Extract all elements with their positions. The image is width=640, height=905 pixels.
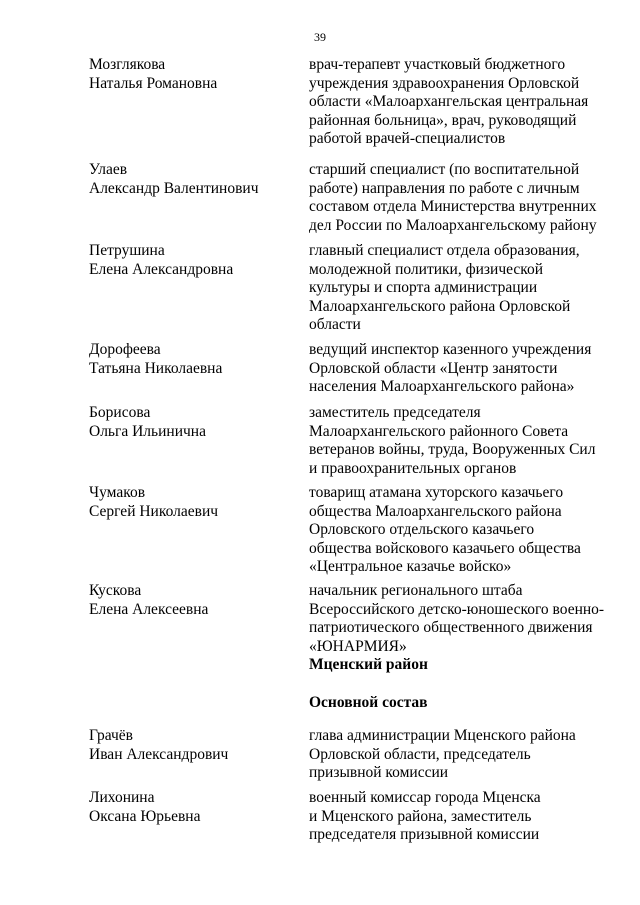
position-line: Орловской области «Центр занятости bbox=[309, 359, 558, 377]
position-line: «ЮНАРМИЯ» bbox=[309, 637, 407, 655]
position-line: общества Малоархангельского района bbox=[309, 502, 562, 520]
position-line: Малоархангельского районного Совета bbox=[309, 422, 569, 440]
member-name bbox=[89, 161, 289, 198]
position-line: Всероссийского детско-юношеского военно- bbox=[309, 600, 605, 618]
district-heading: Мценский район bbox=[309, 656, 428, 673]
given-names: Иван Александрович bbox=[89, 745, 229, 763]
surname: Чумаков bbox=[89, 484, 146, 501]
given-names: Ольга Ильинична bbox=[89, 422, 206, 440]
position-line: составом отдела Министерства внутренних bbox=[309, 198, 597, 215]
position-line: общества войскового казачьего общества bbox=[309, 539, 581, 557]
position-line: области «Малоархангельская центральная bbox=[309, 93, 589, 110]
member-name bbox=[89, 404, 289, 441]
member-position bbox=[309, 341, 609, 397]
composition-heading: Основной состав bbox=[309, 694, 428, 711]
position-line: дел России по Малоархангельскому району bbox=[309, 216, 597, 234]
surname: Кускова bbox=[89, 582, 142, 599]
position-line: ветеранов войны, труда, Вооруженных Сил bbox=[309, 441, 596, 458]
position-line: заместитель председателя bbox=[309, 404, 481, 421]
given-names: Татьяна Николаевна bbox=[89, 359, 223, 377]
member-name bbox=[89, 56, 289, 93]
member-position bbox=[309, 484, 609, 577]
surname: Мозглякова bbox=[89, 56, 166, 73]
given-names: Сергей Николаевич bbox=[89, 502, 219, 520]
member-position bbox=[309, 727, 609, 783]
member-position bbox=[309, 789, 609, 845]
position-line: начальник регионального штаба bbox=[309, 582, 523, 599]
given-names: Елена Александровна bbox=[89, 260, 234, 278]
position-line: учреждения здравоохранения Орловской bbox=[309, 74, 580, 92]
position-line: товарищ атамана хуторского казачьего bbox=[309, 484, 564, 501]
member-position bbox=[309, 242, 609, 335]
position-line: председателя призывной комиссии bbox=[309, 826, 540, 843]
position-line: ведущий инспектор казенного учреждения bbox=[309, 341, 592, 358]
member-name bbox=[89, 582, 289, 619]
page-number: 39 bbox=[314, 30, 326, 44]
given-names: Елена Алексеевна bbox=[89, 600, 209, 618]
surname: Петрушина bbox=[89, 242, 165, 259]
position-line: главный специалист отдела образования, bbox=[309, 242, 580, 259]
position-line: Малоархангельского района Орловской bbox=[309, 297, 571, 315]
member-name bbox=[89, 242, 289, 279]
given-names: Александр Валентинович bbox=[89, 179, 259, 197]
position-line: старший специалист (по воспитательной bbox=[309, 161, 580, 178]
position-line: «Центральное казачье войско» bbox=[309, 558, 512, 575]
member-name bbox=[89, 789, 289, 826]
position-line: работой врачей-специалистов bbox=[309, 130, 506, 147]
position-line: призывной комиссии bbox=[309, 764, 449, 781]
position-line: патриотического общественного движения bbox=[309, 619, 593, 636]
member-name bbox=[89, 484, 289, 521]
member-position bbox=[309, 582, 609, 656]
position-line: культуры и спорта администрации bbox=[309, 279, 538, 296]
member-position bbox=[309, 404, 609, 478]
surname: Лихонина bbox=[89, 789, 155, 806]
surname: Дорофеева bbox=[89, 341, 161, 358]
position-line: Орловского отдельского казачьего bbox=[309, 521, 535, 538]
position-line: области bbox=[309, 316, 361, 333]
position-line: молодежной политики, физической bbox=[309, 260, 544, 278]
surname: Грачёв bbox=[89, 727, 133, 744]
position-line: районная больница», врач, руководящий bbox=[309, 111, 577, 129]
surname: Борисова bbox=[89, 404, 151, 421]
position-line: населения Малоархангельского района» bbox=[309, 378, 575, 395]
member-position bbox=[309, 161, 609, 235]
given-names: Оксана Юрьевна bbox=[89, 807, 201, 825]
position-line: работе) направления по работе с личным bbox=[309, 179, 580, 197]
position-line: и Мценского района, заместитель bbox=[309, 807, 532, 825]
member-position bbox=[309, 56, 609, 149]
position-line: глава администрации Мценского района bbox=[309, 727, 576, 744]
position-line: военный комиссар города Мценска bbox=[309, 789, 541, 806]
position-line: и правоохранительных органов bbox=[309, 459, 517, 477]
position-line: врач-терапевт участковый бюджетного bbox=[309, 56, 566, 73]
member-name bbox=[89, 341, 289, 378]
member-name bbox=[89, 727, 289, 764]
surname: Улаев bbox=[89, 161, 128, 178]
given-names: Наталья Романовна bbox=[89, 74, 218, 92]
position-line: Орловской области, председатель bbox=[309, 745, 531, 763]
